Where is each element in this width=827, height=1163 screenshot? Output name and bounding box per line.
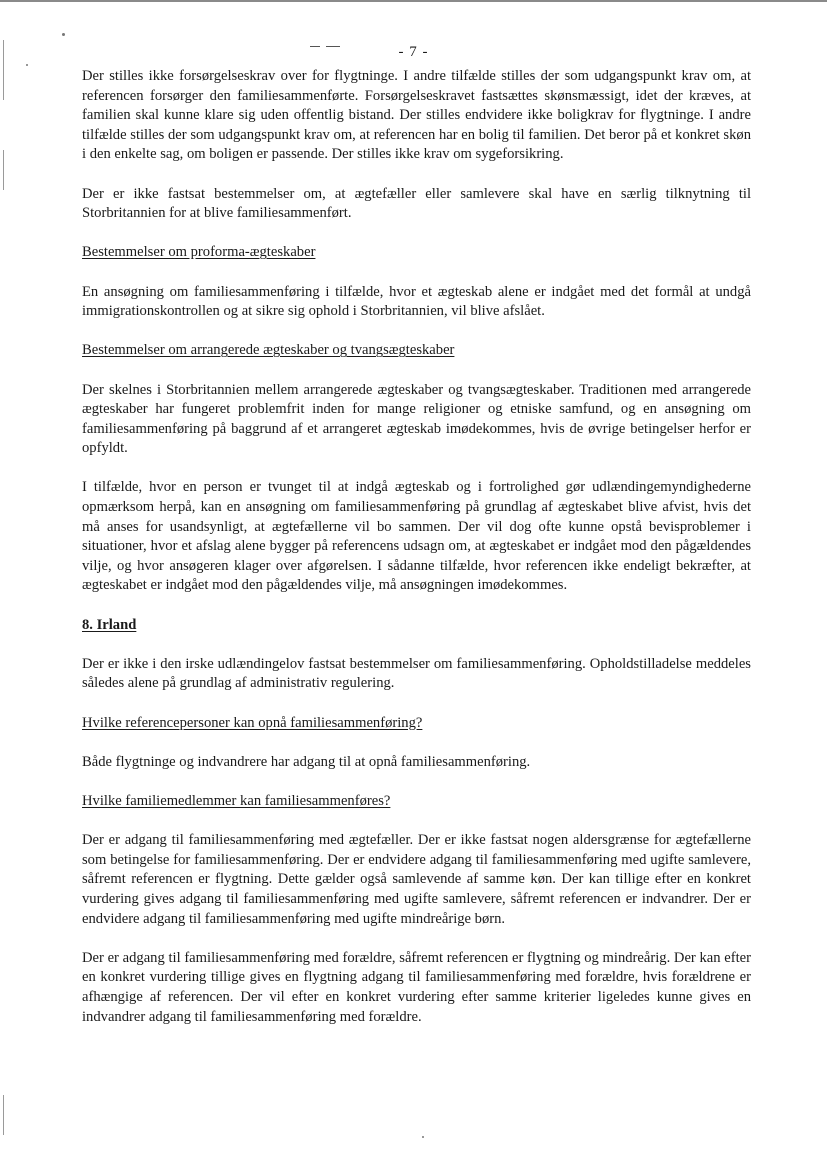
- body-paragraph: Der er adgang til familiesammenføring med forældre, såfremt referencen er flygtning og mindreårig. Der kan efter en konkret vurdering tillige gives en flygtning adgang til familiesammenføring med forældre, hvis forældrene er afhængige af referencen. Der vil efter en konkret vurdering efter samme kriterier ligeledes kunne gives en indvandrer adgang til familiesammenføring med forældre.: [82, 949, 751, 1025]
- body-paragraph: Både flygtninge og indvandrere har adgang til at opnå familiesammenføring.: [82, 753, 531, 770]
- body-paragraph: Der er ikke fastsat bestemmelser om, at ægtefæller eller samlevere skal have en særlig tilknytning til Storbritannien for at blive familiesammenført.: [82, 185, 751, 222]
- body-paragraph: Der er adgang til familiesammenføring med ægtefæller. Der er ikke fastsat nogen aldersgrænse for ægtefællerne som betingelse for familiesammenføring. Der er endvidere adgang til familiesammenføring med ugifte samlevere, såfremt referencen er flygtning. Dette gælder også samlevende af samme køn. Der kan tillige efter en konkret vurdering gives adgang til familiesammenføring med ugifte samlevere, såfremt referencen er indvandrer. Der er endvidere adgang til familiesammenføring med ugifte mindreårige børn.: [82, 832, 751, 927]
- section-subheading: Hvilke referencepersoner kan opnå familiesammenføring?: [82, 714, 423, 731]
- section-heading: 8. Irland: [82, 616, 137, 633]
- scan-speck: [62, 33, 65, 36]
- body-paragraph: I tilfælde, hvor en person er tvunget til at indgå ægteskab og i fortrolighed gør udlændingemyndighederne opmærksom herpå, kan en ansøgning om familiesammenføring på grundlag af ægteskabet blive afvist, hvis det må anses for usandsynligt, at ægtefællerne vil bo sammen. Der vil dog ofte kunne opstå bevisproblemer i situationer, hvor et afslag alene bygger på referencens udsagn om, at ægteskabet er indgået mod den pågældendes vilje, og hvor ansøgeren klager over afgørelsen. I sådanne tilfælde, hvor referencen ikke endeligt bekræfter, at ægteskabet er indgået mod den pågældendes vilje, må ansøgningen imødekommes.: [82, 479, 751, 594]
- scan-speck: [26, 64, 28, 66]
- section-subheading: Hvilke familiemedlemmer kan familiesammenføres?: [82, 792, 391, 809]
- section-subheading: Bestemmelser om proforma-ægteskaber: [82, 244, 316, 261]
- document-body: [82, 67, 751, 1047]
- scan-left-edge-mark: [3, 150, 4, 190]
- page-number: - 7 -: [398, 44, 429, 60]
- scan-left-edge-mark: [3, 1095, 4, 1135]
- scan-speck: [422, 1136, 424, 1138]
- body-paragraph: En ansøgning om familiesammenføring i tilfælde, hvor et ægteskab alene er indgået med det formål at undgå immigrationskontrollen og at sikre sig ophold i Storbritannien, vil blive afslået.: [82, 283, 751, 320]
- body-paragraph: Der er ikke i den irske udlændingelov fastsat bestemmelser om familiesammenføring. Opholdstilladelse meddeles således alene på grundlag af administrativ regulering.: [82, 655, 751, 692]
- body-paragraph: Der skelnes i Storbritannien mellem arrangerede ægteskaber og tvangsægteskaber. Traditionen med arrangerede ægteskaber har fungeret problemfrit inden for mange religioner og etniske samfund, og en ansøgning om familiesammenføring på baggrund af et arrangeret ægteskab imødekommes, hvis de øvrige betingelser herfor er opfyldt.: [82, 381, 751, 457]
- body-paragraph: Der stilles ikke forsørgelseskrav over for flygtninge. I andre tilfælde stilles der som udgangspunkt krav om, at referencen forsørger den familiesammenførte. Forsørgelseskravet fastsættes skønsmæssigt, idet der kræves, at familien skal kunne klare sig uden offentlig bistand. Der stilles endvidere ikke boligkrav for flygtninge. I andre tilfælde stilles der som udgangspunkt krav om, at referencen har en bolig til familien. Det beror på et konkret skøn i den enkelte sag, om boligen er passende. Der stilles ikke krav om sygeforsikring.: [82, 68, 751, 163]
- scan-top-edge: [0, 0, 827, 2]
- section-subheading: Bestemmelser om arrangerede ægteskaber og tvangsægteskaber: [82, 342, 455, 359]
